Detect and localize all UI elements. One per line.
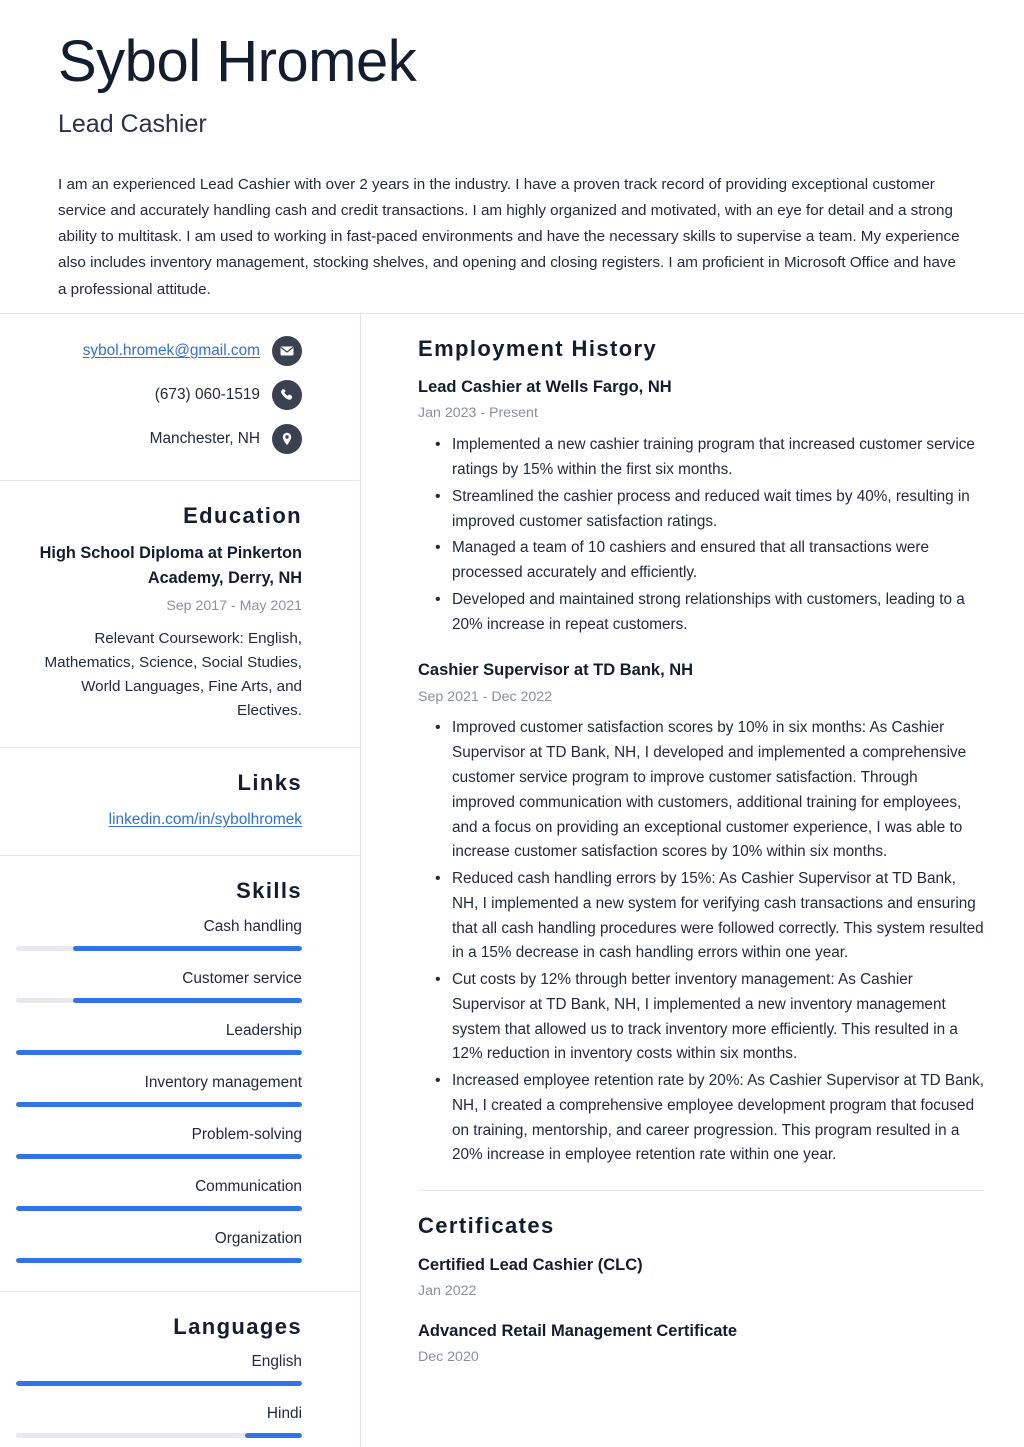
links-block bbox=[0, 747, 360, 856]
certificates-block bbox=[418, 1191, 984, 1367]
education-entry bbox=[16, 541, 302, 722]
skill-label: Leadership bbox=[225, 1021, 302, 1039]
skill-level-fill bbox=[73, 946, 302, 951]
job-bullet: • Cut costs by 12% through better inventory management: As Cashier Supervisor at TD Bank, NH, I implemented a new inventory management system that allowed us to track inventory more efficiently. This resulted in a 12% reduction in inventory costs within six months. bbox=[418, 968, 984, 1067]
job-entry-bullets bbox=[418, 433, 984, 637]
skill-label: Cash handling bbox=[203, 917, 302, 935]
languages-heading: Languages bbox=[173, 1313, 302, 1339]
job-bullet: • Developed and maintained strong relationships with customers, leading to a 20% increase in repeat customers. bbox=[418, 588, 984, 638]
skill-item bbox=[16, 1021, 302, 1055]
skill-level-bar bbox=[16, 1258, 302, 1263]
resume-header bbox=[0, 0, 1024, 303]
job-bullet: • Implemented a new cashier training program that increased customer service ratings by 15% within the first six months. bbox=[418, 433, 984, 483]
language-label: English bbox=[251, 1353, 302, 1371]
skill-item bbox=[16, 1125, 302, 1159]
skill-level-fill bbox=[16, 1102, 302, 1107]
education-heading: Education bbox=[183, 503, 302, 528]
skill-level-bar bbox=[16, 998, 302, 1003]
page-title: Sybol Hromek bbox=[58, 29, 417, 94]
resume-body bbox=[0, 314, 1024, 1447]
skill-item bbox=[16, 1073, 302, 1107]
skill-item bbox=[16, 1177, 302, 1211]
skills-block bbox=[0, 855, 360, 1291]
skill-level-bar bbox=[16, 1206, 302, 1211]
language-label: Hindi bbox=[266, 1405, 302, 1423]
skill-item bbox=[16, 1229, 302, 1263]
professional-summary: I am an experienced Lead Cashier with over 2 years in the industry. I have a proven track record of providing exceptional customer service and accurately handling cash and credit transactions. I am highly organized and motivated, with an eye for detail and a strong ability to multitask. I am used to working in fast-paced environments and have the necessary skills to supervise a team. My experience also includes inventory management, stocking shelves, and opening and closing registers. I am proficient in Microsoft Office and have a professional attitude. bbox=[58, 175, 960, 298]
skill-level-bar bbox=[16, 1050, 302, 1055]
language-level-bar bbox=[16, 1433, 302, 1438]
job-bullet: • Reduced cash handling errors by 15%: As Cashier Supervisor at TD Bank, NH, I implemented a new system for verifying cash transactions and ensuring that all cash handling procedures were followed correctly. This system resulted in a 15% decrease in cash handling errors within one year. bbox=[418, 867, 984, 966]
email-link[interactable]: sybol.hromek@gmail.com bbox=[82, 341, 260, 359]
education-block bbox=[0, 480, 360, 747]
contact-details-block bbox=[0, 314, 360, 480]
certificate-name: Advanced Retail Management Certificate bbox=[418, 1321, 738, 1340]
education-entry-title: High School Diploma at Pinkerton Academy, Derry, NH bbox=[39, 544, 302, 588]
phone-icon bbox=[272, 380, 302, 410]
languages-block bbox=[0, 1291, 360, 1447]
skill-level-fill bbox=[16, 1206, 302, 1211]
jobs-list bbox=[418, 376, 984, 1168]
skill-item bbox=[16, 969, 302, 1003]
skill-label: Customer service bbox=[182, 969, 302, 987]
location-text: Manchester, NH bbox=[149, 429, 260, 447]
education-entry-description: Relevant Coursework: English, Mathematics, Science, Social Studies, World Languages, Fine Arts, and Electives. bbox=[44, 629, 302, 719]
skill-item bbox=[16, 917, 302, 951]
job-entry-dates: Sep 2021 - Dec 2022 bbox=[418, 688, 553, 705]
certificate-entry bbox=[418, 1254, 984, 1302]
job-title-subheading: Lead Cashier bbox=[58, 109, 207, 138]
contact-row-location bbox=[16, 424, 302, 454]
job-entry-bullets bbox=[418, 716, 984, 1168]
certificate-entry bbox=[418, 1320, 984, 1368]
skill-level-fill bbox=[16, 1050, 302, 1055]
certificate-date: Jan 2022 bbox=[418, 1282, 477, 1299]
job-bullet: • Managed a team of 10 cashiers and ensured that all transactions were processed accurately and efficiently. bbox=[418, 536, 984, 586]
map-pin-icon bbox=[272, 424, 302, 454]
language-item bbox=[16, 1404, 302, 1438]
skill-level-fill bbox=[16, 1258, 302, 1263]
certificate-name: Certified Lead Cashier (CLC) bbox=[418, 1255, 643, 1274]
job-bullet: • Improved customer satisfaction scores by 10% in six months: As Cashier Supervisor at TD Bank, NH, I developed and implemented a comprehensive customer service program to improve customer satisfaction. Through improved communication with customers, additional training for employees, and a focus on providing an exceptional customer experience, I was able to increase customer satisfaction scores by 10% within six months. bbox=[418, 716, 984, 865]
job-bullet: • Increased employee retention rate by 20%: As Cashier Supervisor at TD Bank, NH, I created a comprehensive employee development program that focused on training, mentorship, and career progression. This program resulted in a 20% increase in employee retention rate within one year. bbox=[418, 1069, 984, 1168]
languages-list bbox=[16, 1352, 302, 1438]
language-item bbox=[16, 1352, 302, 1386]
language-level-bar bbox=[16, 1381, 302, 1386]
education-entry-dates: Sep 2017 - May 2021 bbox=[166, 597, 302, 614]
skills-list bbox=[16, 917, 302, 1263]
job-entry-dates: Jan 2023 - Present bbox=[418, 405, 538, 422]
skill-label: Problem-solving bbox=[191, 1125, 302, 1143]
contact-row-email[interactable] bbox=[16, 336, 302, 366]
contact-row-phone bbox=[16, 380, 302, 410]
skill-level-fill bbox=[73, 998, 302, 1003]
job-entry bbox=[418, 376, 984, 637]
skill-level-bar bbox=[16, 946, 302, 951]
job-entry bbox=[418, 659, 984, 1168]
certificates-heading: Certificates bbox=[418, 1213, 555, 1239]
skill-level-bar bbox=[16, 1154, 302, 1159]
language-level-fill bbox=[245, 1433, 302, 1438]
envelope-icon bbox=[272, 336, 302, 366]
employment-history-block bbox=[418, 336, 984, 1168]
skill-label: Communication bbox=[195, 1177, 302, 1195]
links-heading: Links bbox=[237, 769, 302, 795]
certificates-list bbox=[418, 1254, 984, 1368]
sidebar-column bbox=[0, 314, 361, 1447]
language-level-fill bbox=[16, 1381, 302, 1386]
linkedin-link[interactable]: linkedin.com/in/sybolhromek bbox=[108, 811, 302, 829]
job-entry-title: Cashier Supervisor at TD Bank, NH bbox=[418, 661, 694, 680]
skills-heading: Skills bbox=[236, 878, 302, 904]
job-entry-title: Lead Cashier at Wells Fargo, NH bbox=[418, 378, 672, 397]
skill-level-bar bbox=[16, 1102, 302, 1107]
job-bullet: • Streamlined the cashier process and reduced wait times by 40%, resulting in improved customer satisfaction ratings. bbox=[418, 485, 984, 535]
phone-number: (673) 060-1519 bbox=[154, 385, 260, 403]
skill-label: Inventory management bbox=[144, 1073, 302, 1091]
main-column bbox=[361, 314, 1024, 1447]
employment-history-heading: Employment History bbox=[418, 336, 658, 361]
skill-level-fill bbox=[16, 1154, 302, 1159]
certificate-date: Dec 2020 bbox=[418, 1348, 479, 1365]
skill-label: Organization bbox=[214, 1229, 302, 1247]
